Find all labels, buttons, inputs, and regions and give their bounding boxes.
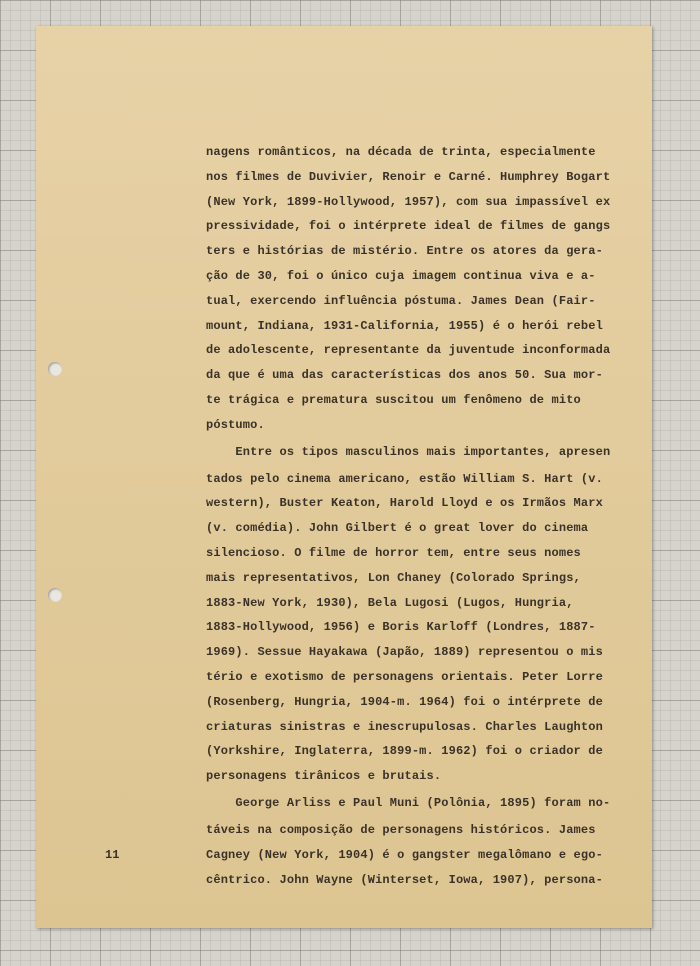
text-line: criaturas sinistras e inescrupulosas. Charles Laughton — [206, 719, 603, 734]
text-line: western), Buster Keaton, Harold Lloyd e os Irmãos Marx — [206, 496, 603, 511]
typed-page — [36, 26, 652, 928]
text-line: ção de 30, foi o único cuja imagem continua viva e a- — [206, 268, 596, 283]
text-line: 1883-Hollywood, 1956) e Boris Karloff (Londres, 1887- — [206, 620, 596, 635]
text-line: de adolescente, representante da juventude inconformada — [206, 343, 611, 358]
text-line: tual, exercendo influência póstuma. James Dean (Fair- — [206, 293, 596, 308]
page-number: 11 — [105, 848, 120, 862]
text-line: ters e histórias de mistério. Entre os atores da gera- — [206, 244, 603, 259]
text-line: 1883-New York, 1930), Bela Lugosi (Lugos, Hungria, — [206, 595, 574, 610]
text-line: nagens românticos, na década de trinta, especialmente — [206, 145, 596, 159]
text-line: (Rosenberg, Hungria, 1904-m. 1964) foi o intérprete de — [206, 694, 603, 709]
paragraph-start-line: Entre os tipos masculinos mais importantes, apresen — [206, 444, 611, 459]
text-line: pressividade, foi o intérprete ideal de filmes de gangs — [206, 219, 611, 234]
text-line: mais representativos, Lon Chaney (Colorado Springs, — [206, 570, 581, 585]
punch-hole — [48, 362, 62, 376]
text-line: táveis na composição de personagens históricos. James — [206, 822, 596, 837]
typed-text-body — [206, 140, 626, 892]
text-line: silencioso. O filme de horror tem, entre seus nomes — [206, 545, 581, 560]
text-line: Cagney (New York, 1904) é o gangster megalômano e ego- — [206, 847, 603, 862]
paragraph-start-line: George Arliss e Paul Muni (Polônia, 1895) foram no- — [206, 795, 611, 810]
text-line: tério e exotismo de personagens orientais. Peter Lorre — [206, 669, 603, 684]
text-line: te trágica e prematura suscitou um fenômeno de mito — [206, 392, 581, 407]
punch-hole — [48, 588, 62, 602]
text-line: personagens tirânicos e brutais. — [206, 769, 442, 784]
text-line: nos filmes de Duvivier, Renoir e Carné. Humphrey Bogart — [206, 169, 611, 184]
text-line: póstumo. — [206, 417, 265, 432]
text-line: (New York, 1899-Hollywood, 1957), com sua impassível ex — [206, 194, 611, 209]
text-line: cêntrico. John Wayne (Winterset, Iowa, 1907), persona- — [206, 872, 603, 887]
text-line: 1969). Sessue Hayakawa (Japão, 1889) representou o mis — [206, 645, 603, 660]
text-line: (Yorkshire, Inglaterra, 1899-m. 1962) foi o criador de — [206, 744, 603, 759]
text-line: tados pelo cinema americano, estão William S. Hart (v. — [206, 471, 603, 486]
text-line: (v. comédia). John Gilbert é o great lover do cinema — [206, 521, 589, 536]
text-line: da que é uma das características dos anos 50. Sua mor- — [206, 368, 603, 383]
text-line: mount, Indiana, 1931-California, 1955) é o herói rebel — [206, 318, 603, 333]
